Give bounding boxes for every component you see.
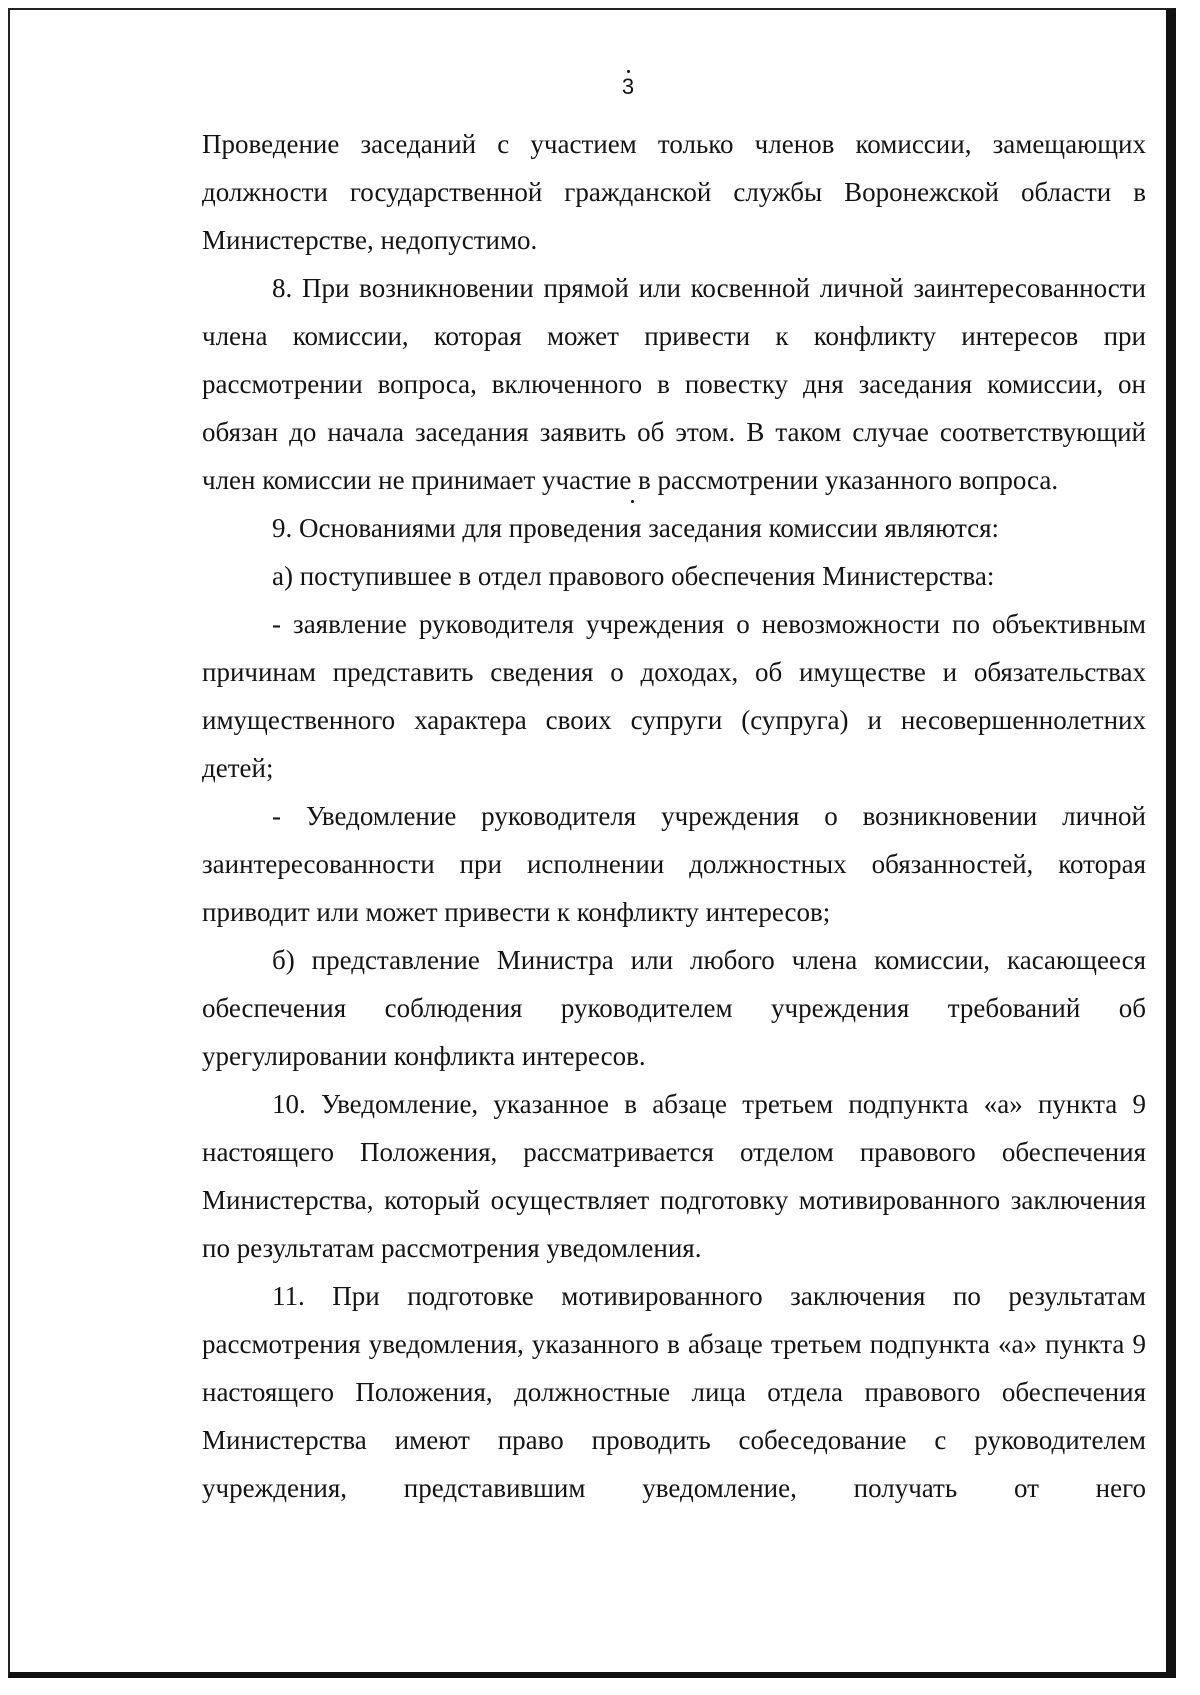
paragraph-continuation: Проведение заседаний с участием только членов комиссии, замещающих должности государственной гражданской службы Воронежской области в Министерстве, недопустимо. xyxy=(202,129,1146,255)
scan-speck xyxy=(627,70,630,73)
paragraph-9a-item-2: - Уведомление руководителя учреждения о возникновении личной заинтересованности при исполнении должностных обязанностей, которая приводит или может привести к конфликту интересов; xyxy=(202,801,1146,927)
paragraph-9a: а) поступившее в отдел правового обеспечения Министерства: xyxy=(272,561,995,591)
page-number: 3 xyxy=(621,74,635,99)
paragraph-11: 11. При подготовке мотивированного заключения по результатам рассмотрения уведомления, указанного в абзаце третьем подпункта «а» пункта 9 настоящего Положения, должностные лица отдела правового обеспечения Министерства имеют право проводить собеседование с руководителем учреждения, представившим уведомление, получать от него xyxy=(202,1281,1146,1503)
paragraph-9b: б) представление Министра или любого члена комиссии, касающееся обеспечения соблюдения руководителем учреждения требований об урегулировании конфликта интересов. xyxy=(202,945,1146,1071)
paragraph-9: 9. Основаниями для проведения заседания комиссии являются: xyxy=(272,513,1000,543)
document-body xyxy=(202,120,1146,1512)
paragraph-10: 10. Уведомление, указанное в абзаце третьем подпункта «а» пункта 9 настоящего Положения, рассматривается отделом правового обеспечения Министерства, который осуществляет подготовку мотивированного заключения по результатам рассмотрения уведомления. xyxy=(202,1089,1146,1263)
paragraph-8: 8. При возникновении прямой или косвенной личной заинтересованности члена комиссии, которая может привести к конфликту интересов при рассмотрении вопроса, включенного в повестку дня заседания комиссии, он обязан до начала заседания заявить об этом. В таком случае соответствующий член комиссии не принимает участие в рассмотрении указанного вопроса. xyxy=(202,273,1146,495)
paragraph-9a-item-1: - заявление руководителя учреждения о невозможности по объективным причинам представить сведения о доходах, об имуществе и обязательствах имущественного характера своих супруги (супруга) и несовершеннолетних детей; xyxy=(202,609,1146,783)
document-page xyxy=(8,8,1176,1678)
